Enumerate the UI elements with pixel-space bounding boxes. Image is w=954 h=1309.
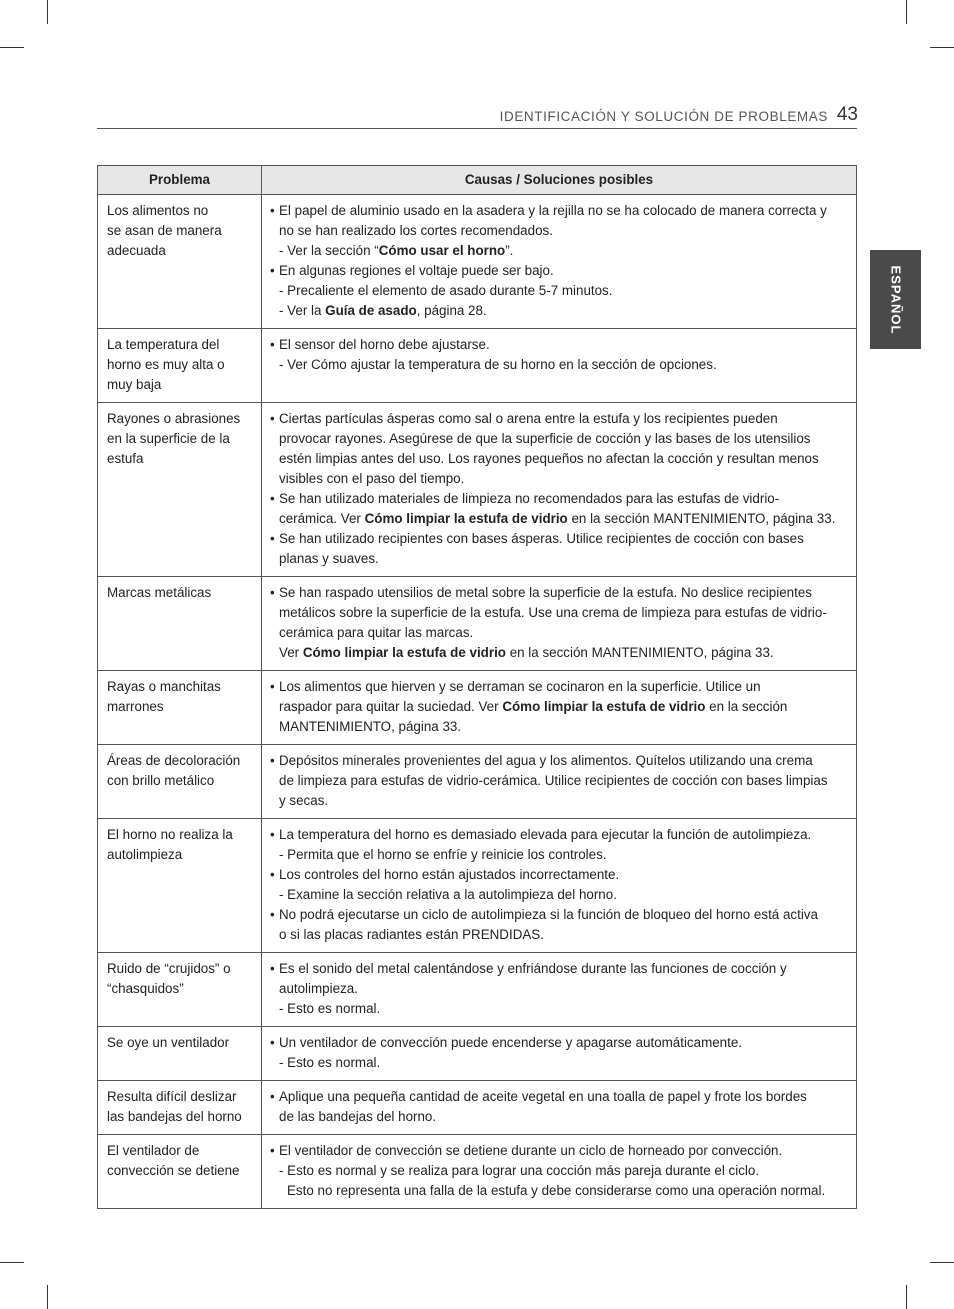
solution-step	[270, 999, 850, 1019]
causes-cell	[262, 819, 857, 953]
cause-bullet	[270, 261, 850, 281]
cause-text-segment: no se han realizado los cortes recomendados.	[279, 223, 553, 238]
cause-bullet	[270, 905, 850, 925]
cause-text	[270, 771, 850, 791]
cause-text-segment: Se han utilizado recipientes con bases ásperas. Utilice recipientes de cocción con bases	[279, 531, 804, 546]
bullet-icon: •	[270, 585, 275, 600]
page-number: 43	[836, 104, 858, 125]
cause-text-segment: - Esto es normal.	[279, 1001, 381, 1016]
crop-mark	[47, 0, 48, 24]
solution-step	[270, 301, 850, 321]
cause-text	[270, 717, 850, 737]
problem-text: muy baja	[107, 377, 162, 392]
cause-bullet	[270, 529, 850, 549]
cause-bullet	[270, 335, 850, 355]
cause-text-segment: - Ver la	[279, 303, 326, 318]
causes-cell	[262, 671, 857, 745]
table-row	[98, 577, 857, 671]
cause-text-segment: - Ver Cómo ajustar la temperatura de su horno en la sección de opciones.	[279, 357, 717, 372]
bullet-icon: •	[270, 961, 275, 976]
cause-text	[270, 1181, 850, 1201]
problem-cell	[98, 1027, 262, 1081]
cause-text-segment: Se han utilizado materiales de limpieza no recomendados para las estufas de vidrio-	[279, 491, 780, 506]
cause-text-segment: estén limpias antes del uso. Los rayones pequeños no afectan la cocción y resultan menos	[279, 451, 819, 466]
bullet-icon: •	[270, 867, 275, 882]
table-body	[98, 195, 857, 1209]
cause-text	[270, 449, 850, 469]
table-row	[98, 1081, 857, 1135]
problem-cell	[98, 745, 262, 819]
table-row	[98, 403, 857, 577]
cause-text	[270, 429, 850, 449]
column-header-problem: Problema	[98, 166, 262, 195]
cause-text-segment: - Esto es normal.	[279, 1055, 381, 1070]
cause-text-segment: El papel de aluminio usado en la asadera y la rejilla no se ha colocado de manera correcta y	[279, 203, 827, 218]
problem-cell	[98, 329, 262, 403]
problem-cell	[98, 1135, 262, 1209]
cause-text-segment: - Examine la sección relativa a la autolimpieza del horno.	[279, 887, 617, 902]
problem-text: autolimpieza	[107, 847, 183, 862]
cause-text-segment: Un ventilador de convección puede encenderse y apagarse automáticamente.	[279, 1035, 743, 1050]
cause-text	[270, 623, 850, 643]
cause-text-segment: en la sección MANTENIMIENTO, página 33.	[505, 645, 774, 660]
reference-link-text: Cómo usar el horno	[378, 243, 506, 258]
problem-cell	[98, 953, 262, 1027]
cause-bullet	[270, 1033, 850, 1053]
causes-cell	[262, 745, 857, 819]
header-divider	[97, 128, 857, 129]
problem-text: Los alimentos no	[107, 203, 209, 218]
cause-text	[270, 925, 850, 945]
bullet-icon: •	[270, 753, 275, 768]
bullet-icon: •	[270, 907, 275, 922]
cause-text-segment: cerámica para quitar las marcas.	[279, 625, 474, 640]
problem-text: se asan de manera	[107, 223, 222, 238]
table-header-row	[98, 166, 857, 195]
cause-bullet	[270, 959, 850, 979]
problem-text: en la superficie de la	[107, 431, 230, 446]
crop-mark	[47, 1285, 48, 1309]
bullet-icon: •	[270, 531, 275, 546]
causes-cell	[262, 195, 857, 329]
cause-text	[270, 979, 850, 999]
problem-text: Resulta difícil deslizar	[107, 1089, 237, 1104]
solution-step	[270, 355, 850, 375]
problem-text: con brillo metálico	[107, 773, 215, 788]
problem-text: El horno no realiza la	[107, 827, 233, 842]
cause-text-segment: La temperatura del horno es demasiado elevada para ejecutar la función de autolimpieza.	[279, 827, 812, 842]
cause-text	[270, 469, 850, 489]
crop-mark	[0, 1262, 24, 1263]
cause-text-segment: metálicos sobre la superficie de la estufa. Use una crema de limpieza para estufas de vidrio-	[279, 605, 827, 620]
cause-text	[270, 549, 850, 569]
cause-text-segment: autolimpieza.	[279, 981, 358, 996]
solution-step	[270, 885, 850, 905]
causes-cell	[262, 1081, 857, 1135]
cause-text-segment: - Ver la sección “	[279, 243, 379, 258]
cause-bullet	[270, 583, 850, 603]
cause-text-segment: raspador para quitar la suciedad. Ver	[279, 699, 503, 714]
cause-text-segment: Es el sonido del metal calentándose y enfriándose durante las funciones de cocción y	[279, 961, 787, 976]
cause-text-segment: Esto no representa una falla de la estufa y debe considerarse como una operación normal.	[287, 1183, 826, 1198]
cause-text-segment: El sensor del horno debe ajustarse.	[279, 337, 490, 352]
causes-cell	[262, 577, 857, 671]
problem-text: horno es muy alta o	[107, 357, 225, 372]
solution-step	[270, 1053, 850, 1073]
problem-text: marrones	[107, 699, 164, 714]
causes-cell	[262, 403, 857, 577]
table-row	[98, 329, 857, 403]
problem-text: Se oye un ventilador	[107, 1035, 230, 1050]
bullet-icon: •	[270, 1143, 275, 1158]
reference-link-text: Guía de asado	[325, 303, 417, 318]
cause-text-segment: de las bandejas del horno.	[279, 1109, 437, 1124]
column-header-causes: Causas / Soluciones posibles	[262, 166, 857, 195]
problem-cell	[98, 403, 262, 577]
solution-step	[270, 1161, 850, 1181]
cause-bullet	[270, 825, 850, 845]
bullet-icon: •	[270, 1035, 275, 1050]
causes-cell	[262, 1135, 857, 1209]
problem-text: las bandejas del horno	[107, 1109, 242, 1124]
table-row	[98, 671, 857, 745]
crop-mark	[906, 1285, 907, 1309]
solution-step	[270, 281, 850, 301]
cause-bullet	[270, 865, 850, 885]
cause-bullet	[270, 677, 850, 697]
cause-bullet	[270, 1141, 850, 1161]
problem-text: “chasquidos”	[107, 981, 184, 996]
bullet-icon: •	[270, 337, 275, 352]
cause-bullet	[270, 1087, 850, 1107]
cause-text-segment: en la sección	[705, 699, 788, 714]
section-title: IDENTIFICACIÓN Y SOLUCIÓN DE PROBLEMAS	[499, 109, 828, 124]
cause-text-segment: Depósitos minerales provenientes del agua y los alimentos. Quítelos utilizando una crema	[279, 753, 813, 768]
crop-mark	[0, 47, 24, 48]
problem-text: Marcas metálicas	[107, 585, 212, 600]
cause-text-segment: de limpieza para estufas de vidrio-cerámica. Utilice recipientes de cocción con bases limpias	[279, 773, 828, 788]
cause-text-segment: Ver	[279, 645, 303, 660]
reference-link-text: Cómo limpiar la estufa de vidrio	[502, 699, 706, 714]
table-row	[98, 953, 857, 1027]
bullet-icon: •	[270, 491, 275, 506]
crop-mark	[906, 0, 907, 24]
table-row	[98, 745, 857, 819]
cause-text-segment: y secas.	[279, 793, 329, 808]
cause-text-segment: visibles con el paso del tiempo.	[279, 471, 465, 486]
problem-cell	[98, 195, 262, 329]
problem-text: Rayones o abrasiones	[107, 411, 241, 426]
bullet-icon: •	[270, 679, 275, 694]
causes-cell	[262, 953, 857, 1027]
cause-text-segment: Ciertas partículas ásperas como sal o arena entre la estufa y los recipientes pueden	[279, 411, 778, 426]
cause-text-segment: - Esto es normal y se realiza para lograr una cocción más pareja durante el ciclo.	[279, 1163, 760, 1178]
cause-text-segment: Los controles del horno están ajustados incorrectamente.	[279, 867, 620, 882]
cause-bullet	[270, 201, 850, 221]
cause-text-segment: , página 28.	[416, 303, 487, 318]
problem-cell	[98, 819, 262, 953]
cause-text-segment: Los alimentos que hierven y se derraman se cocinaron en la superficie. Utilice un	[279, 679, 761, 694]
problem-text: El ventilador de	[107, 1143, 200, 1158]
cause-bullet	[270, 489, 850, 509]
language-tab-label: ESPAÑOL	[888, 265, 903, 334]
cause-text-segment: Se han raspado utensilios de metal sobre la superficie de la estufa. No deslice recipientes	[279, 585, 812, 600]
language-tab	[870, 250, 921, 349]
solution-step	[270, 845, 850, 865]
table-row	[98, 1027, 857, 1081]
table-row	[98, 195, 857, 329]
cause-text-segment: MANTENIMIENTO, página 33.	[279, 719, 462, 734]
cause-text	[270, 791, 850, 811]
bullet-icon: •	[270, 263, 275, 278]
bullet-icon: •	[270, 827, 275, 842]
cause-text	[270, 643, 850, 663]
crop-mark	[930, 47, 954, 48]
problem-text: Áreas de decoloración	[107, 753, 241, 768]
cause-text-segment: Aplique una pequeña cantidad de aceite vegetal en una toalla de papel y frote los bordes	[279, 1089, 807, 1104]
cause-text-segment: planas y suaves.	[279, 551, 379, 566]
table-row	[98, 819, 857, 953]
cause-text	[270, 603, 850, 623]
problem-cell	[98, 1081, 262, 1135]
problem-cell	[98, 671, 262, 745]
solution-step	[270, 241, 850, 261]
cause-text-segment: en la sección MANTENIMIENTO, página 33.	[567, 511, 836, 526]
causes-cell	[262, 329, 857, 403]
cause-text	[270, 697, 850, 717]
troubleshooting-table	[97, 165, 857, 1209]
bullet-icon: •	[270, 203, 275, 218]
causes-cell	[262, 1027, 857, 1081]
problem-text: Ruido de “crujidos” o	[107, 961, 231, 976]
problem-cell	[98, 577, 262, 671]
reference-link-text: Cómo limpiar la estufa de vidrio	[364, 511, 568, 526]
crop-mark	[930, 1262, 954, 1263]
bullet-icon: •	[270, 1089, 275, 1104]
problem-text: La temperatura del	[107, 337, 220, 352]
cause-text-segment: En algunas regiones el voltaje puede ser bajo.	[279, 263, 554, 278]
reference-link-text: Cómo limpiar la estufa de vidrio	[302, 645, 506, 660]
problem-text: Rayas o manchitas	[107, 679, 221, 694]
cause-text-segment: - Permita que el horno se enfríe y reinicie los controles.	[279, 847, 607, 862]
cause-bullet	[270, 751, 850, 771]
bullet-icon: •	[270, 411, 275, 426]
cause-text-segment: El ventilador de convección se detiene durante un ciclo de horneado por convección.	[279, 1143, 783, 1158]
cause-text	[270, 509, 850, 529]
cause-text-segment: - Precaliente el elemento de asado durante 5-7 minutos.	[279, 283, 613, 298]
cause-text-segment: ”.	[505, 243, 514, 258]
problem-text: adecuada	[107, 243, 166, 258]
cause-text	[270, 221, 850, 241]
cause-text	[270, 1107, 850, 1127]
table-row	[98, 1135, 857, 1209]
problem-text: estufa	[107, 451, 144, 466]
cause-text-segment: No podrá ejecutarse un ciclo de autolimpieza si la función de bloqueo del horno está activa	[279, 907, 818, 922]
problem-text: convección se detiene	[107, 1163, 240, 1178]
cause-text-segment: provocar rayones. Asegúrese de que la superficie de cocción y las bases de los utensilios	[279, 431, 811, 446]
cause-text-segment: cerámica. Ver	[279, 511, 365, 526]
cause-bullet	[270, 409, 850, 429]
cause-text-segment: o si las placas radiantes están PRENDIDAS.	[279, 927, 544, 942]
